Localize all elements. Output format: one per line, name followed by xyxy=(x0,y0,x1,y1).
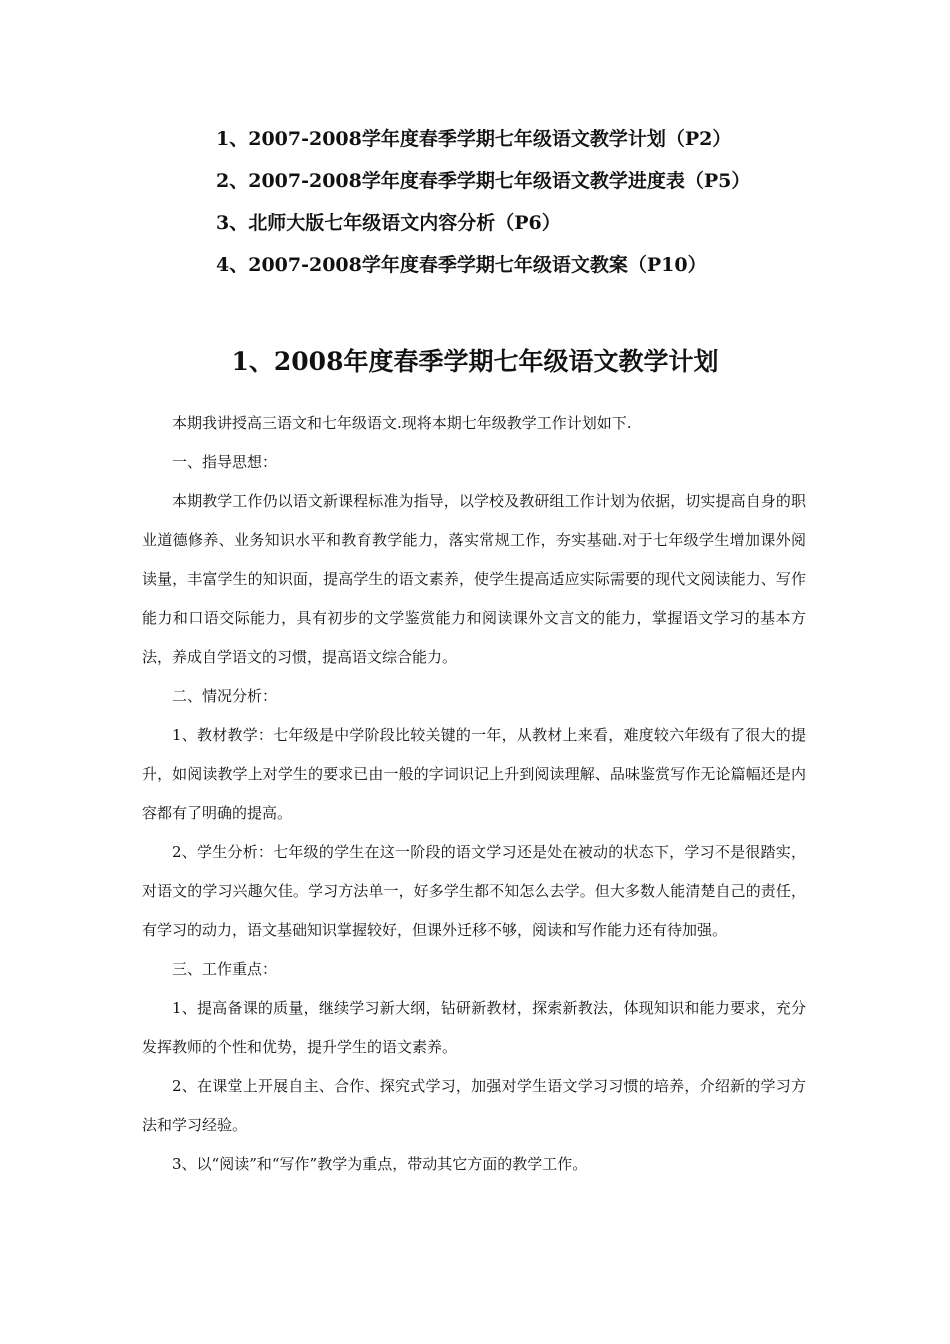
section-heading-guiding-thought: 一、指导思想： xyxy=(172,453,278,471)
table-of-contents xyxy=(216,118,750,286)
toc-item: 3、北师大版七年级语文内容分析（P6） xyxy=(216,212,561,234)
paragraph-focus-3: 3、以“阅读”和“写作”教学为重点，带动其它方面的教学工作。 xyxy=(172,1155,588,1173)
toc-item: 1、2007-2008学年度春季学期七年级语文教学计划（P2） xyxy=(216,128,732,150)
section-heading-work-focus: 三、工作重点： xyxy=(172,960,278,978)
toc-item: 2、2007-2008学年度春季学期七年级语文教学进度表（P5） xyxy=(216,170,751,192)
paragraph-intro: 本期我讲授高三语文和七年级语文.现将本期七年级教学工作计划如下. xyxy=(172,414,632,432)
paragraph-textbook-teaching: 1、教材教学：七年级是中学阶段比较关键的一年，从教材上来看，难度较六年级有了很大的提升，如阅读教学上对学生的要求已由一般的字词识记上升到阅读理解、品味鉴赏写作无论篇幅还是内容都有了明确的提高。 xyxy=(142,726,806,822)
document-body xyxy=(142,404,806,1184)
paragraph-focus-2: 2、在课堂上开展自主、合作、探究式学习，加强对学生语文学习习惯的培养，介绍新的学习方法和学习经验。 xyxy=(142,1077,806,1134)
section-heading-situation-analysis: 二、情况分析： xyxy=(172,687,278,705)
toc-item: 4、2007-2008学年度春季学期七年级语文教案（P10） xyxy=(216,254,707,276)
paragraph-focus-1: 1、提高备课的质量，继续学习新大纲，钻研新教材，探索新教法，体现知识和能力要求，充分发挥教师的个性和优势，提升学生的语文素养。 xyxy=(142,999,806,1056)
document-title: 1、2008年度春季学期七年级语文教学计划 xyxy=(231,347,719,376)
paragraph-student-analysis: 2、学生分析：七年级的学生在这一阶段的语文学习还是处在被动的状态下，学习不是很踏实，对语文的学习兴趣欠佳。学习方法单一，好多学生都不知怎么去学。但大多数人能清楚自己的责任，有学习的动力，语文基础知识掌握较好，但课外迁移不够，阅读和写作能力还有待加强。 xyxy=(142,843,806,939)
paragraph-guiding-thought: 本期教学工作仍以语文新课程标准为指导，以学校及教研组工作计划为依据，切实提高自身的职业道德修养、业务知识水平和教育教学能力，落实常规工作，夯实基础.对于七年级学生增加课外阅读量，丰富学生的知识面，提高学生的语文素养，使学生提高适应实际需要的现代文阅读能力、写作能力和口语交际能力，具有初步的文学鉴赏能力和阅读课外文言文的能力，掌握语文学习的基本方法，养成自学语文的习惯，提高语文综合能力。 xyxy=(142,492,806,666)
